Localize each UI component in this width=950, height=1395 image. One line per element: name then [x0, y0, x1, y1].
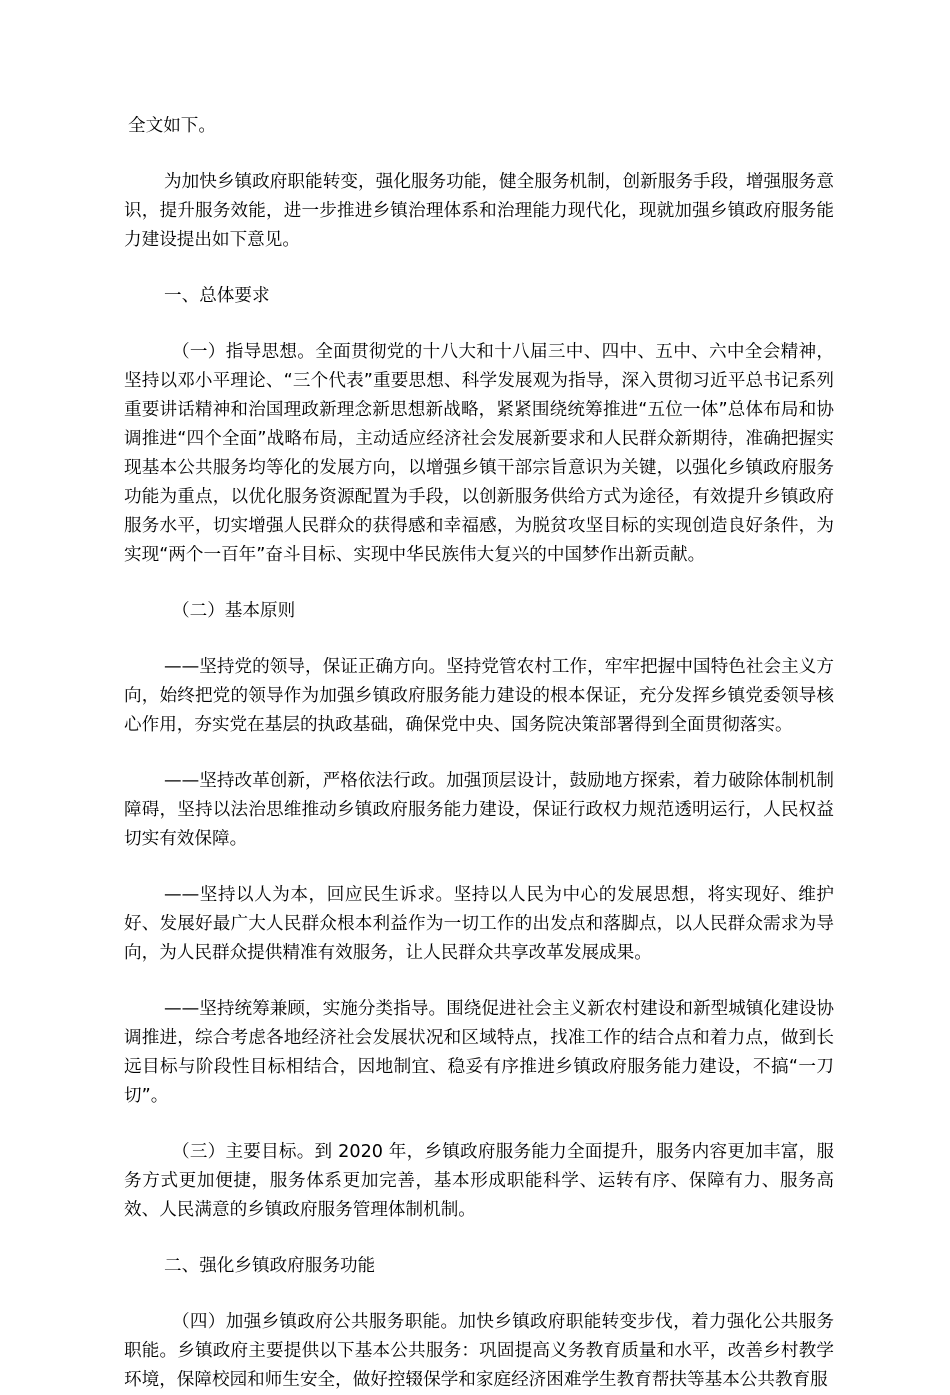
public-service-paragraph: （四）加强乡镇政府公共服务职能。加快乡镇政府职能转变步伐，着力强化公共服务职能。乡镇政府主要提供以下基本公共服务：巩固提高义务教育质量和水平，改善乡村教学环境，保障校园和师生安全，做好控辍保学和家庭经济困难学生教育帮扶等基本公共教育服 [124, 1312, 834, 1390]
principle-paragraph: ——坚持以人为本，回应民生诉求。坚持以人民为中心的发展思想，将实现好、维护好、发展好最广大人民群众根本利益作为一切工作的出发点和落脚点，以人民群众需求为导向，为人民群众提供精准有效服务，让人民群众共享改革发展成果。 [124, 885, 834, 963]
section-heading-service-function: 二、强化乡镇政府服务功能 [164, 1256, 376, 1276]
main-goals-paragraph: （三）主要目标。到 2020 年，乡镇政府服务能力全面提升，服务内容更加丰富，服务方式更加便捷，服务体系更加完善，基本形成职能科学、运转有序、保障有力、服务高效、人民满意的乡镇政府服务管理体制机制。 [124, 1142, 834, 1220]
lead-text: 全文如下。 [128, 116, 216, 136]
principle-paragraph: ——坚持改革创新，严格依法行政。加强顶层设计，鼓励地方探索，着力破除体制机制障碍，坚持以法治思维推动乡镇政府服务能力建设，保证行政权力规范透明运行，人民权益切实有效保障。 [124, 771, 834, 849]
guiding-thought-paragraph: （一）指导思想。全面贯彻党的十八大和十八届三中、四中、五中、六中全会精神，坚持以邓小平理论、“三个代表”重要思想、科学发展观为指导，深入贯彻习近平总书记系列重要讲话精神和治国理政新理念新思想新战略，紧紧围绕统筹推进“五位一体”总体布局和协调推进“四个全面”战略布局，主动适应经济社会发展新要求和人民群众新期待，准确把握实现基本公共服务均等化的发展方向，以增强乡镇干部宗旨意识为关键，以强化乡镇政府服务功能为重点，以优化服务资源配置为手段，以创新服务供给方式为途径，有效提升乡镇政府服务水平，切实增强人民群众的获得感和幸福感，为脱贫攻坚目标的实现创造良好条件，为实现“两个一百年”奋斗目标、实现中华民族伟大复兴的中国梦作出新贡献。 [124, 342, 834, 565]
intro-paragraph: 为加快乡镇政府职能转变，强化服务功能，健全服务机制，创新服务手段，增强服务意识，提升服务效能，进一步推进乡镇治理体系和治理能力现代化，现就加强乡镇政府服务能力建设提出如下意见。 [124, 172, 834, 250]
section-heading-general: 一、总体要求 [164, 286, 270, 306]
document-body [124, 112, 834, 1395]
principle-paragraph: ——坚持党的领导，保证正确方向。坚持党管农村工作，牢牢把握中国特色社会主义方向，始终把党的领导作为加强乡镇政府服务能力建设的根本保证，充分发挥乡镇党委领导核心作用，夯实党在基层的执政基础，确保党中央、国务院决策部署得到全面贯彻落实。 [124, 657, 834, 735]
basic-principles-heading: （二）基本原则 [172, 601, 296, 621]
principle-paragraph: ——坚持统筹兼顾，实施分类指导。围绕促进社会主义新农村建设和新型城镇化建设协调推进，综合考虑各地经济社会发展状况和区域特点，找准工作的结合点和着力点，做到长远目标与阶段性目标相结合，因地制宜、稳妥有序推进乡镇政府服务能力建设，不搞“一刀切”。 [124, 999, 834, 1106]
